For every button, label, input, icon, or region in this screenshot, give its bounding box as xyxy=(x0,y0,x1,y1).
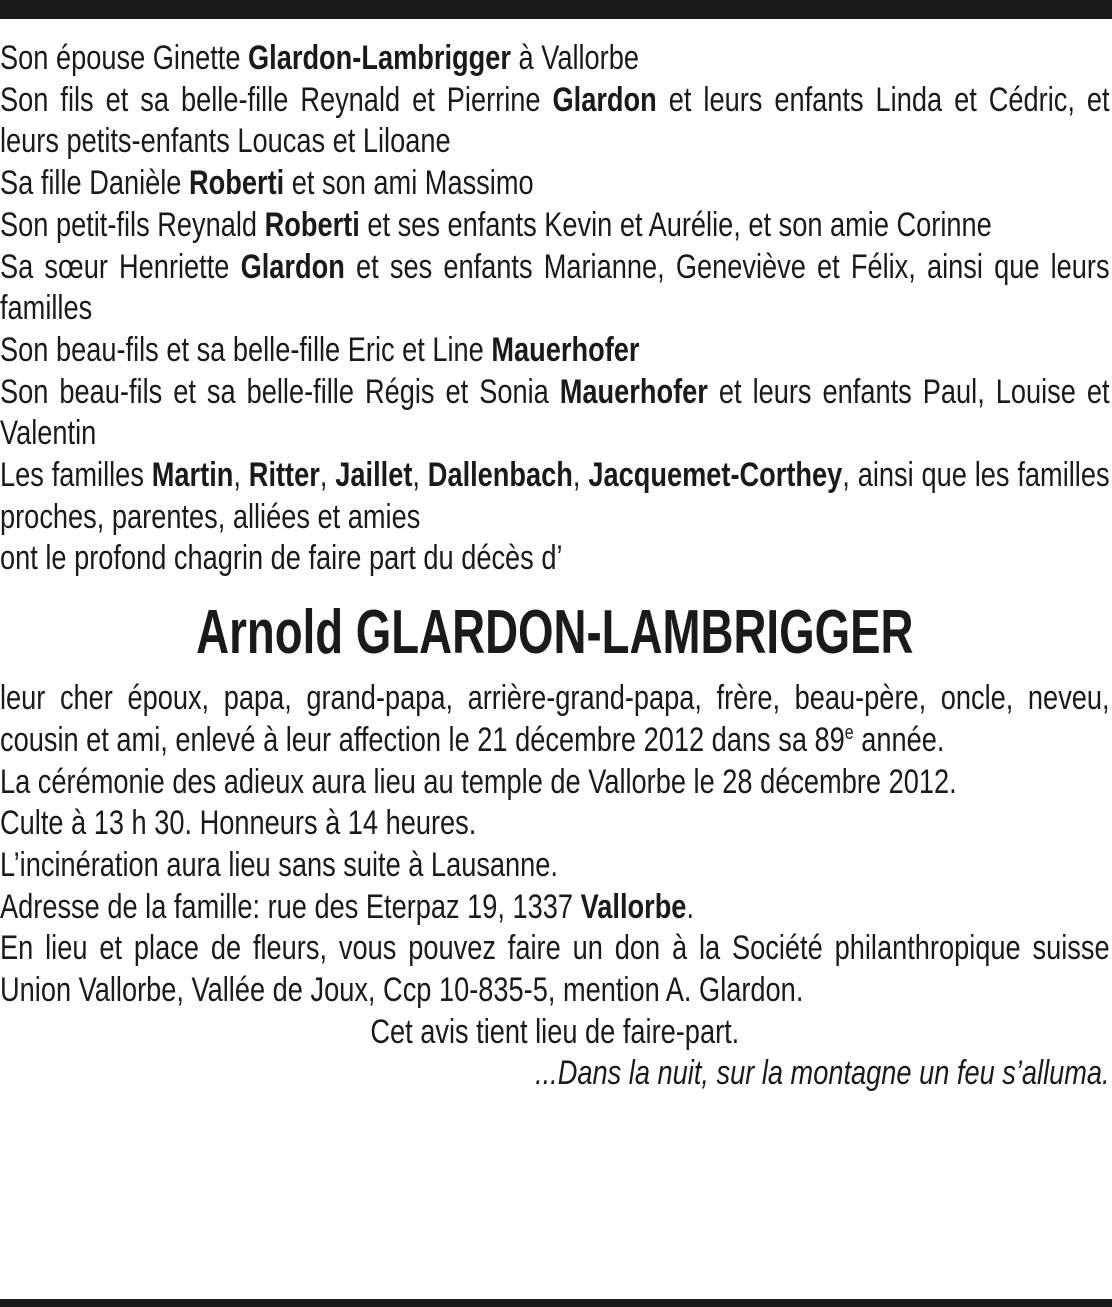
text: et leurs enfants Linda et Cédric, et leurs petits-enfants Loucas et Liloane xyxy=(0,80,1110,161)
surname: Roberti xyxy=(264,205,360,244)
text: , ainsi que les familles proches, parentes, alliées et amies xyxy=(0,456,1110,536)
top-rule xyxy=(0,0,1112,19)
separator: , xyxy=(572,456,589,495)
text: Adresse de la famille: rue des Eterpaz 19, 1337 xyxy=(0,887,581,926)
surname: Glardon xyxy=(240,247,345,286)
bottom-rule xyxy=(0,1299,1112,1307)
text: Son beau-fils et sa belle-fille Eric et Line xyxy=(0,330,492,369)
surname: Martin xyxy=(151,456,234,495)
family-line-daughter xyxy=(0,163,1110,205)
body-paragraph-cremation: L’incinération aura lieu sans suite à Lausanne. xyxy=(0,845,558,884)
body-paragraph-donation: En lieu et place de fleurs, vous pouvez faire un don à la Société philanthropique suisse Union Vallorbe, Vallée de Joux, Ccp 10-835-5, mention A. Glardon. xyxy=(0,929,1110,1010)
separator: , xyxy=(319,456,336,495)
text: et ses enfants Kevin et Aurélie, et son amie Corinne xyxy=(359,205,992,244)
separator: , xyxy=(412,456,428,495)
surname: Mauerhofer xyxy=(559,372,708,411)
text: Son petit-fils Reynald xyxy=(0,205,265,244)
family-line-spouse xyxy=(0,38,1110,80)
body-paragraph-service: Culte à 13 h 30. Honneurs à 14 heures. xyxy=(0,804,477,843)
text: année. xyxy=(853,720,945,759)
text: et ses enfants Marianne, Geneviève et Félix, ainsi que leurs familles xyxy=(0,247,1110,328)
family-line-families xyxy=(0,455,1110,538)
surname: Jaillet xyxy=(335,456,413,495)
surname: Dallenbach xyxy=(427,456,573,495)
body-paragraph-ceremony: La cérémonie des adieux aura lieu au temple de Vallorbe le 28 décembre 2012. xyxy=(0,762,957,801)
closing-line: Cet avis tient lieu de faire-part. xyxy=(370,1012,740,1051)
family-line-son xyxy=(0,80,1110,163)
separator: , xyxy=(233,456,249,495)
text: Sa fille Danièle xyxy=(0,164,189,203)
body-paragraph-relation xyxy=(0,678,1110,761)
town: Vallorbe xyxy=(580,887,687,926)
surname: Glardon-Lambrigger xyxy=(248,39,511,77)
closing-quote: ...Dans la nuit, sur la montagne un feu s’alluma. xyxy=(535,1054,1110,1093)
text: et son ami Massimo xyxy=(284,164,534,203)
text: et leurs enfants Paul, Louise et Valentin xyxy=(0,372,1110,453)
text: . xyxy=(686,887,694,926)
text: Son épouse Ginette xyxy=(0,39,249,77)
surname: Glardon xyxy=(552,80,657,119)
notice-content xyxy=(0,38,1110,1095)
deceased-name: Arnold GLARDON-LAMBRIGGER xyxy=(196,598,914,668)
superscript: e xyxy=(844,721,854,744)
family-line-grandson xyxy=(0,205,1110,247)
text: Sa sœur Henriette xyxy=(0,247,241,286)
surname: Jacquemet-Corthey xyxy=(588,456,843,495)
text: à Vallorbe xyxy=(510,39,639,77)
surname: Ritter xyxy=(248,456,320,495)
family-line-stepson-1 xyxy=(0,330,1110,372)
surname: Roberti xyxy=(189,164,285,203)
text: Les familles xyxy=(0,456,152,495)
announcement-line: ont le profond chagrin de faire part du décès d’ xyxy=(0,539,563,578)
family-line-stepson-2 xyxy=(0,372,1110,455)
family-line-sister xyxy=(0,247,1110,330)
body-paragraph-address xyxy=(0,887,1110,929)
surname: Mauerhofer xyxy=(491,330,640,369)
text: leur cher époux, papa, grand-papa, arrière-grand-papa, frère, beau-père, oncle, neveu, cousin et ami, enlevé à leur affection le 21 décembre 2012 dans sa 89 xyxy=(0,679,1110,759)
text: Son beau-fils et sa belle-fille Régis et Sonia xyxy=(0,372,560,411)
text: Son fils et sa belle-fille Reynald et Pierrine xyxy=(0,80,553,119)
